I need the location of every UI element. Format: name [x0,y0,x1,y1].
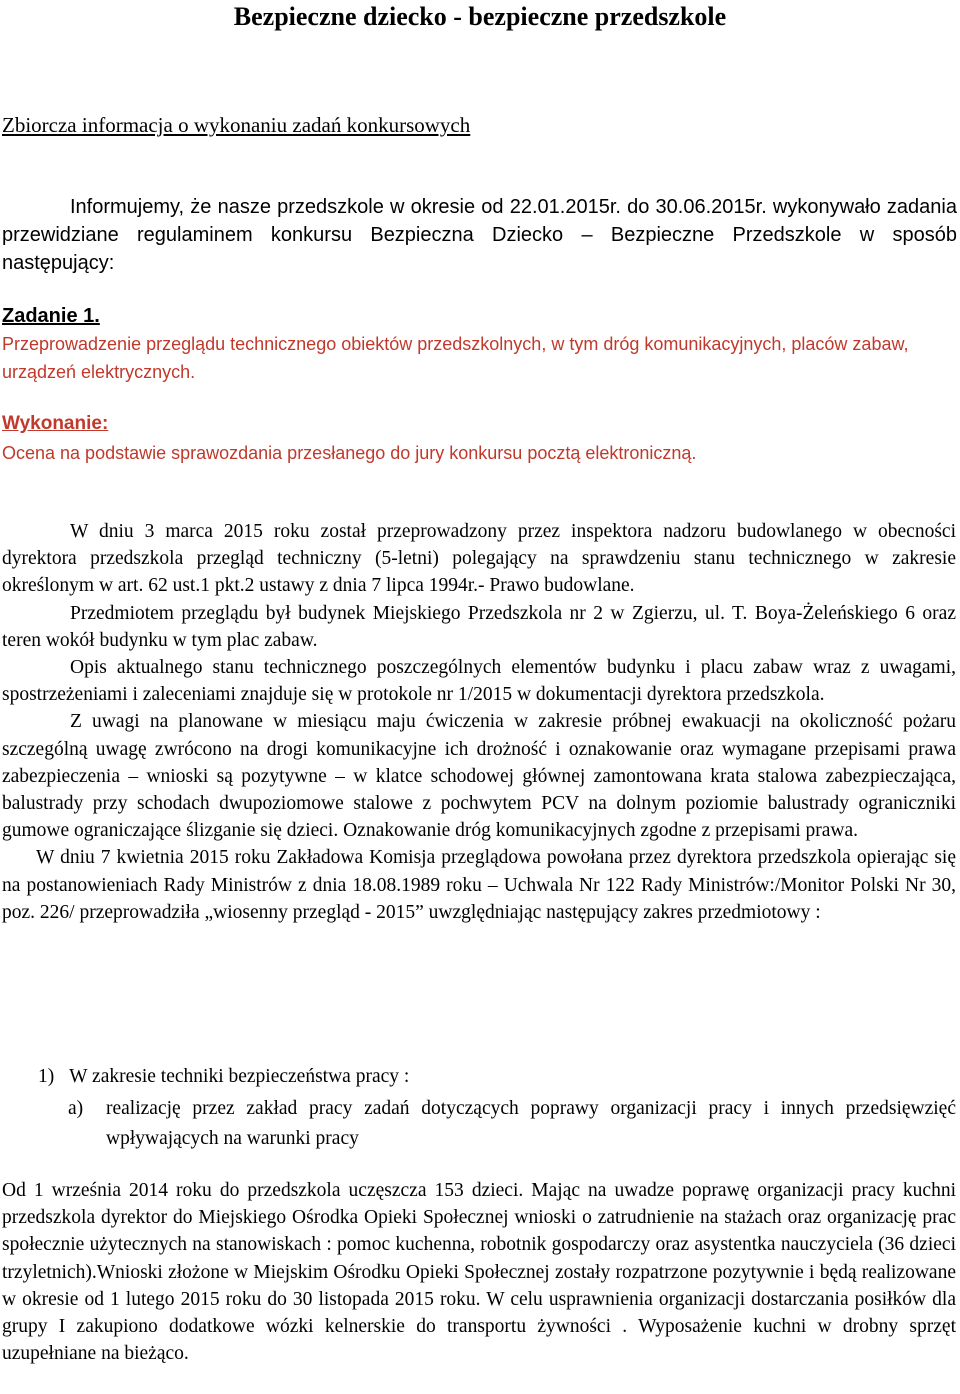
sub-list-item-text: realizację przez zakład pracy zadań dotyczących poprawy organizacji pracy i innych przedsięwzięć wpływających na warunki pracy [106,1098,956,1149]
page-subtitle: Zbiorcza informacja o wykonaniu zadań konkursowych [2,113,471,137]
paragraph-kitchen: Od 1 września 2014 roku do przedszkola uczęszcza 153 dzieci. Mając na uwadze poprawę organizacji pracy kuchni przedszkola dyrektor do Miejskiego Ośrodka Opieki Społecznej wnioski o zatrudnienie na stażach oraz organizację prac społecznie użytecznych na stanowiskach : pomoc kuchenna, robotnik gospodarczy oraz asystentka nauczyciela (36 dzieci trzyletnich).Wnioski złożone w Miejskim Ośrodku Opieki Społecznej zostały rozpatrzone pozytywnie i będą realizowane w okresie od 1 lutego 2015 roku do 30 listopada 2015 roku. W celu usprawnienia organizacji dostarczania posiłków dla grupy I zakupiono dodatkowe wózki kelnerskie do transportu żywności . Wyposażenie kuchni w drobny sprzęt uzupełniane na bieżąco. [2,1180,956,1365]
paragraph-subject: Przedmiotem przeglądu był budynek Miejskiego Przedszkola nr 2 w Zgierzu, ul. T. Boya-Żeleńskiego 6 oraz teren wokół budynku w tym plac zabaw. [2,602,956,651]
list-item-text: W zakresie techniki bezpieczeństwa pracy : [69,1066,410,1087]
intro-paragraph: Informujemy, że nasze przedszkole w okresie od 22.01.2015r. do 30.06.2015r. wykonywało zadania przewidziane regulaminem konkursu Bezpieczna Dziecko – Bezpieczne Przedszkole w sposób następujący: [2,196,957,274]
page-title: Bezpieczne dziecko - bezpieczne przedszkole [233,2,727,31]
execution-description: Ocena na podstawie sprawozdania przesłanego do jury konkursu pocztą elektroniczną. [2,443,697,463]
sub-list-item [68,1094,956,1154]
paragraph-commission: W dniu 7 kwietnia 2015 roku Zakładowa Komisja przeglądowa powołana przez dyrektora przedszkola opierając się na postanowieniach Rady Ministrów z dnia 18.08.1989 roku – Uchwala Nr 122 Rady Ministrów:/Monitor Polski Nr 30, poz. 226/ przeprowadziła „wiosenny przegląd - 2015” uwzględniając następujący zakres przedmiotowy : [2,847,956,923]
task-heading: Zadanie 1. [2,305,100,327]
paragraph-evacuation: Z uwagi na planowane w miesiącu maju ćwiczenia w zakresie próbnej ewakuacji na okoliczność pożaru szczególną uwagę zwrócono na drogi komunikacyjne ich drożność i oznakowanie oraz wymagane przepisami prawa zabezpieczenia – wnioski są pozytywne – w klatce schodowej głównej zamontowana krata stalowa zabezpieczająca, balustrady przy schodach dwupoziomowe stalowe z pochwytem PCV na dolnym poziomie balustrady ograniczniki gumowe ograniczające ślizganie się dzieci. Oznakowanie dróg komunikacyjnych zgodne z przepisami prawa. [2,711,956,842]
report-body [2,518,956,926]
paragraph-inspection: W dniu 3 marca 2015 roku został przeprowadzony przez inspektora nadzoru budowlanego w obecności dyrektora przedszkola przegląd techniczny (5-letni) polegający na sprawdzeniu stanu technicznego w zakresie określonym w art. 62 ust.1 pkt.2 ustawy z dnia 7 lipca 1994r.- Prawo budowlane. [2,521,956,597]
task-description: Przeprowadzenie przeglądu technicznego obiektów przedszkolnych, w tym dróg komunikacyjnych, placów zabaw, urządzeń elektrycznych. [2,334,909,382]
list-item [38,1063,958,1091]
list-marker: 1) [38,1066,55,1087]
execution-heading: Wykonanie: [2,413,109,434]
paragraph-description: Opis aktualnego stanu technicznego poszczególnych elementów budynku i placu zabaw wraz z uwagami, spostrzeżeniami i zaleceniami znajduje się w protokole nr 1/2015 w dokumentacji dyrektora przedszkola. [2,657,956,706]
sub-list-marker: a) [68,1098,84,1119]
